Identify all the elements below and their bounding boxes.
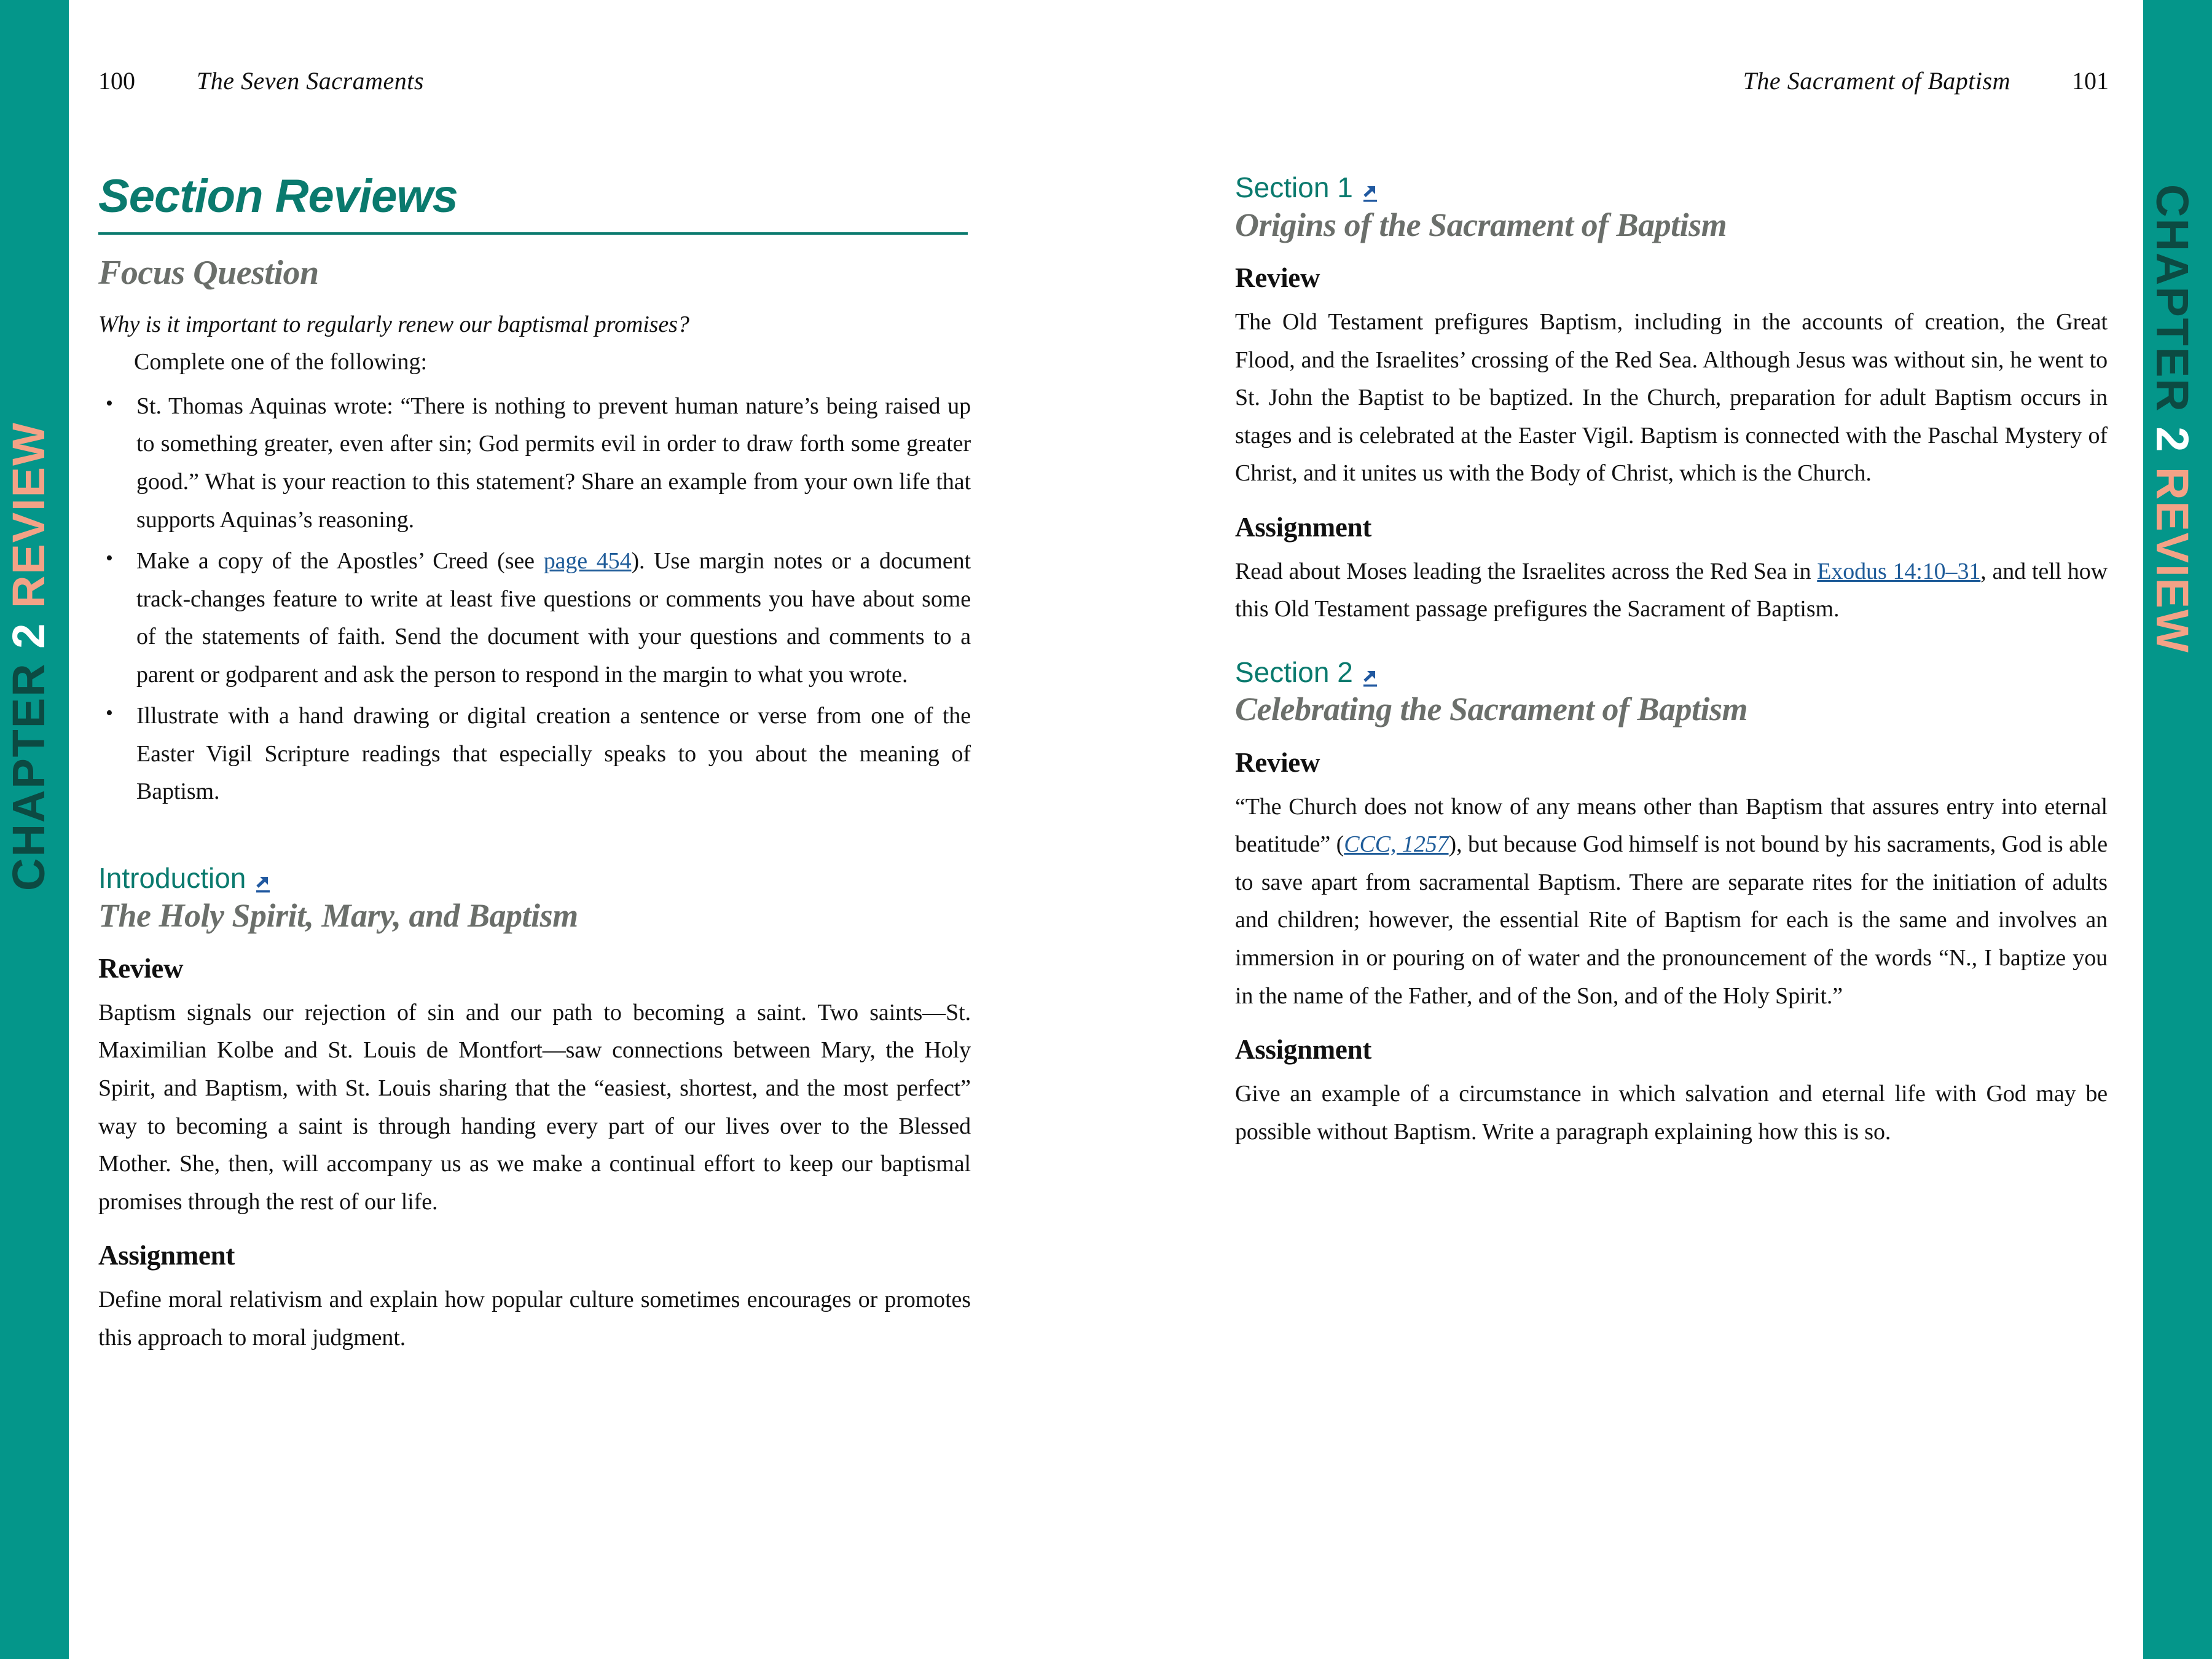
- bullet-3-text: Illustrate with a hand drawing or digital creation a sentence or verse from one of the Easter Vigil Scripture readings that especially speaks to you about the meaning of Baptism.: [136, 703, 971, 805]
- external-link-arrow-icon[interactable]: [1360, 664, 1381, 684]
- section-1-kicker[interactable]: [1235, 172, 2108, 203]
- section-2-title: Celebrating the Sacrament of Baptism: [1235, 691, 1748, 728]
- left-sidebar-label: [3, 422, 54, 891]
- external-link-arrow-icon[interactable]: [253, 869, 274, 890]
- page-number-right: 101: [2072, 67, 2109, 95]
- page-454-link[interactable]: page 454: [543, 548, 632, 575]
- sidebar-chapter-number: 2: [3, 622, 54, 649]
- spacer: [98, 815, 971, 863]
- left-column: [98, 172, 971, 1357]
- complete-one-line: Complete one of the following:: [134, 349, 428, 375]
- list-item: [98, 543, 971, 694]
- section-1-assignment-before: Read about Moses leading the Israelites across the Red Sea in: [1235, 558, 1818, 584]
- list-item: [98, 388, 971, 539]
- page-number-left: 100: [98, 67, 135, 95]
- running-title-left: The Seven Sacraments: [197, 67, 424, 95]
- bullet-1-text: St. Thomas Aquinas wrote: “There is nothing to prevent human nature’s being raised up to something greater, even after sin; God permits evil in order to draw forth some greater good.” What is your reaction to this statement? Share an example from your own life that supports Aquinas’s reasoning.: [136, 393, 971, 533]
- title-rule: [98, 232, 968, 235]
- right-sidebar-label: [2147, 184, 2198, 654]
- section-1-assignment-after: , and tell how this Old Testament passage prefigures the Sacrament of Baptism.: [1235, 558, 2108, 622]
- section-1-assignment-text: [1235, 553, 2108, 629]
- intro-kicker-label: Introduction: [98, 861, 246, 894]
- sidebar-review-word: REVIEW: [3, 422, 54, 609]
- sidebar-chapter-word-right: CHAPTER: [2147, 184, 2198, 413]
- running-head-left: [98, 66, 424, 95]
- section-2-kicker-label: Section 2: [1235, 656, 1353, 688]
- focus-question-options: [98, 388, 971, 811]
- section-2-review-after: ), but because God himself is not bound by his sacraments, God is able to save apart from sacramental Baptism. There are separate rites for the initiation of adults and children; however, the essential Rite of Baptism for each is the same and involves an immersion in or pouring on of water and the pronouncement of the words “N., I baptize you in the name of the Father, and of the Son, and of the Holy Spirit.”: [1235, 831, 2108, 1009]
- section-1-assignment-heading: Assignment: [1235, 511, 1372, 543]
- sidebar-chapter-word: CHAPTER: [3, 662, 54, 891]
- spacer: [1235, 629, 2108, 657]
- right-column: [1235, 172, 2108, 1151]
- section-2-assignment-text: Give an example of a circumstance in which salvation and eternal life with God may be possible without Baptism. Write a paragraph explaining how this is so.: [1235, 1081, 2108, 1145]
- bullet-2-text-before: Make a copy of the Apostles’ Creed (see: [136, 548, 544, 575]
- focus-question-heading: Focus Question: [98, 253, 319, 292]
- bullet-2-text-after: ). Use margin notes or a document track-changes feature to write at least five questions or comments you have about some of the statements of faith. Send the document with your questions and comments to a parent or godparent and ask the person to respond in the margin to what you wrote.: [136, 548, 971, 688]
- exodus-scripture-link[interactable]: Exodus 14:10–31: [1817, 558, 1981, 584]
- focus-question-text: Why is it important to regularly renew our baptismal promises?: [98, 311, 689, 337]
- sidebar-review-word-right: REVIEW: [2147, 466, 2198, 654]
- ccc-citation-link[interactable]: CCC, 1257: [1344, 831, 1449, 858]
- section-2-review-before: “The Church does not know of any means other than Baptism that assures entry into eternal beatitude” (: [1235, 793, 2108, 858]
- section-2-kicker[interactable]: [1235, 657, 2108, 688]
- intro-review-text: Baptism signals our rejection of sin and our path to becoming a saint. Two saints—St. Maximilian Kolbe and St. Louis de Montfort—saw connections between Mary, the Holy Spirit, and Baptism, with St. Louis sharing that the “easiest, shortest, and the most perfect” way to becoming a saint is through handing every part of our lives over to the Blessed Mother. She, then, will accompany us as we make a continual effort to keep our baptismal promises through the rest of our life.: [98, 999, 971, 1215]
- right-chapter-tab: [2143, 0, 2212, 1659]
- intro-assignment-text: Define moral relativism and explain how popular culture sometimes encourages or promotes this approach to moral judgment.: [98, 1287, 971, 1351]
- running-head-right: [1743, 66, 2109, 95]
- section-1-title: Origins of the Sacrament of Baptism: [1235, 206, 1727, 243]
- section-2-assignment-heading: Assignment: [1235, 1034, 1372, 1065]
- intro-title: The Holy Spirit, Mary, and Baptism: [98, 896, 578, 934]
- intro-kicker[interactable]: [98, 863, 971, 894]
- external-link-arrow-icon[interactable]: [1360, 179, 1381, 200]
- section-1-review-text: The Old Testament prefigures Baptism, including in the accounts of creation, the Great Flood, and the Israelites’ crossing of the Red Sea. Although Jesus was without sin, he went to St. John the Baptist to be baptized. In the Church, preparation for adult Baptism occurs in stages and is celebrated at the Easter Vigil. Baptism is connected with the Paschal Mystery of Christ, and it unites us with the Body of Christ, which is the Church.: [1235, 308, 2108, 487]
- intro-review-heading: Review: [98, 952, 184, 984]
- list-item: [98, 697, 971, 811]
- section-2-review-text: [1235, 788, 2108, 1015]
- left-chapter-tab: [0, 0, 69, 1659]
- page-title: Section Reviews: [98, 170, 458, 222]
- section-2-review-heading: Review: [1235, 747, 1320, 778]
- intro-assignment-heading: Assignment: [98, 1240, 235, 1271]
- sidebar-chapter-number-right: 2: [2147, 426, 2198, 453]
- section-1-review-heading: Review: [1235, 262, 1320, 293]
- running-title-right: The Sacrament of Baptism: [1743, 67, 2010, 95]
- section-1-kicker-label: Section 1: [1235, 171, 1353, 203]
